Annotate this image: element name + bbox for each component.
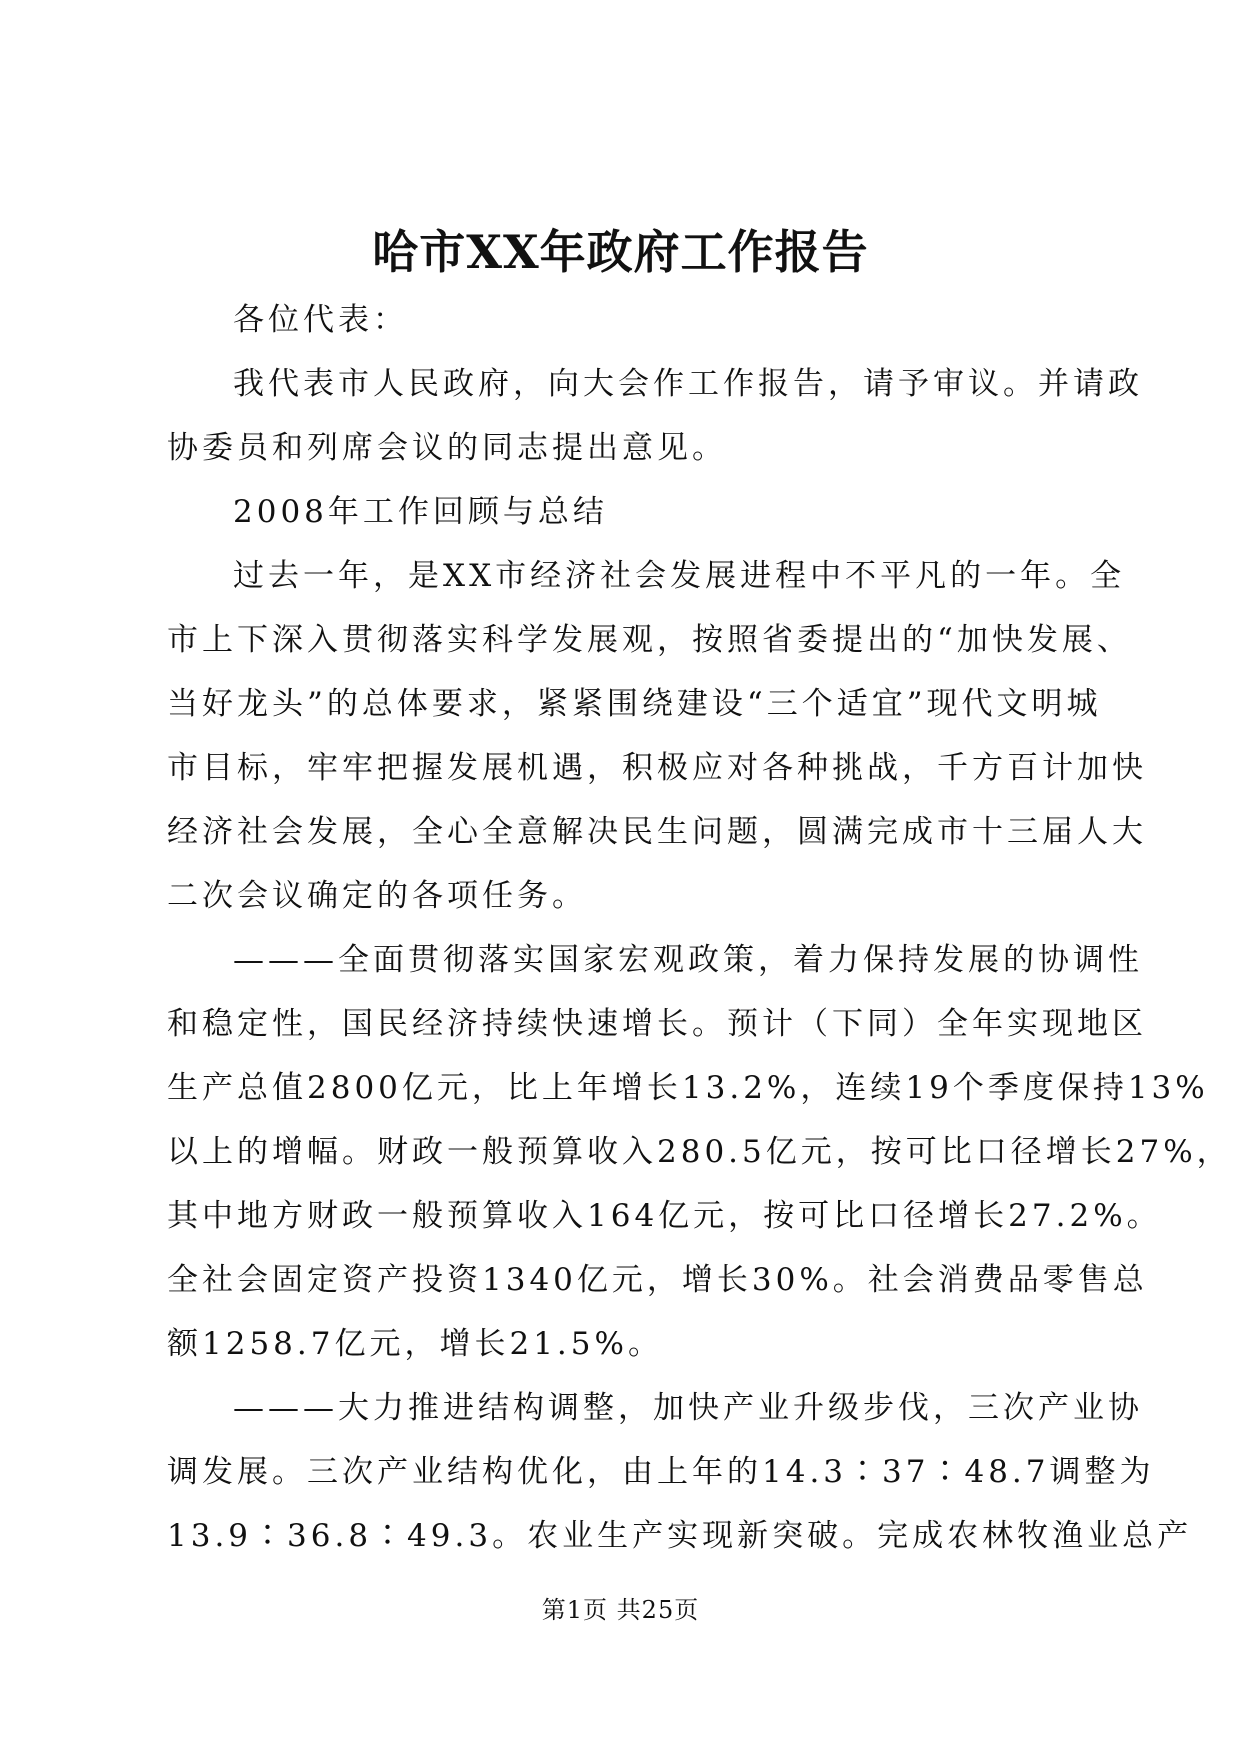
paragraph-line: 过去一年，是XX市经济社会发展进程中不平凡的一年。全 <box>233 558 1126 594</box>
paragraph-line: 二次会议确定的各项任务。 <box>167 878 587 914</box>
paragraph-line: 市目标，牢牢把握发展机遇，积极应对各种挑战，千方百计加快 <box>167 750 1147 786</box>
page-footer: 第1页 共25页 <box>541 1596 700 1624</box>
paragraph-line: 和稳定性，国民经济持续快速增长。预计（下同）全年实现地区 <box>167 1006 1147 1042</box>
paragraph-line: 以上的增幅。财政一般预算收入280.5亿元，按可比口径增长27%， <box>167 1134 1232 1170</box>
section-heading: 2008年工作回顾与总结 <box>233 494 608 530</box>
paragraph-line: 我代表市人民政府，向大会作工作报告，请予审议。并请政 <box>233 366 1143 402</box>
paragraph-line: 13.9∶36.8∶49.3。农业生产实现新突破。完成农林牧渔业总产 <box>167 1518 1193 1554</box>
paragraph-line: 市上下深入贯彻落实科学发展观，按照省委提出的“加快发展、 <box>167 622 1132 658</box>
paragraph-line: ———全面贯彻落实国家宏观政策，着力保持发展的协调性 <box>233 942 1143 978</box>
paragraph-line: 调发展。三次产业结构优化，由上年的14.3∶37∶48.7调整为 <box>167 1454 1155 1490</box>
salutation-line: 各位代表： <box>233 302 408 338</box>
paragraph-line: 当好龙头”的总体要求，紧紧围绕建设“三个适宜”现代文明城 <box>167 686 1102 722</box>
document-body <box>167 288 1232 1568</box>
paragraph-line: 其中地方财政一般预算收入164亿元，按可比口径增长27.2%。 <box>167 1198 1162 1234</box>
paragraph-line: 协委员和列席会议的同志提出意见。 <box>167 430 727 466</box>
paragraph-line: ———大力推进结构调整，加快产业升级步伐，三次产业协 <box>233 1390 1143 1426</box>
paragraph-line: 生产总值2800亿元，比上年增长13.2%，连续19个季度保持13% <box>167 1070 1209 1106</box>
paragraph-line: 经济社会发展，全心全意解决民生问题，圆满完成市十三届人大 <box>167 814 1147 850</box>
paragraph-line: 额1258.7亿元，增长21.5%。 <box>167 1326 663 1362</box>
document-title: 哈市XX年政府工作报告 <box>372 225 869 279</box>
paragraph-line: 全社会固定资产投资1340亿元，增长30%。社会消费品零售总 <box>167 1262 1148 1298</box>
